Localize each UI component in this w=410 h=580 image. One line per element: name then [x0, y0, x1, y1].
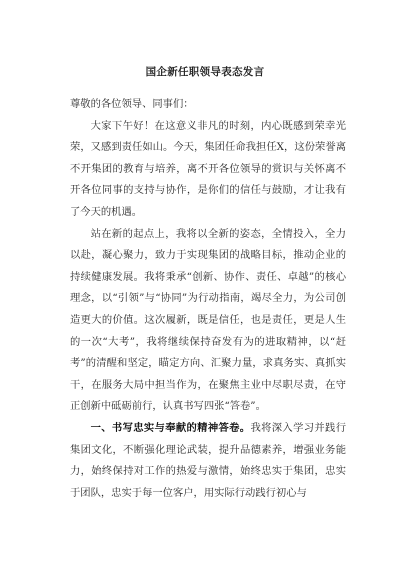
document-title: 国企新任职领导表态发言 — [145, 66, 265, 78]
document-body — [70, 94, 346, 504]
paragraph-section-1 — [70, 418, 346, 504]
paragraph-commitment: 站在新的起点上，我将以全新的姿态，全情投入，全力以赴，凝心聚力，致力于实现集团的战略目标，推动企业的持续健康发展。我将秉承“创新、协作、责任、卓越”的核心理念，以“引领”与“协同”为行动指南，竭尽全力，为公司创造更大的价值。这次履新，既是信任，也是责任，更是人生的一次“大考”，我将继续保持奋发有为的进取精神，以“赶考”的清醒和坚定，瞄定方向、汇聚力量，求真务实、真抓实干，在服务大局中担当作为，在聚焦主业中尽职尽责，在守正创新中砥砺前行，认真书写四张“答卷”。 — [70, 227, 346, 413]
section-1-text: 我将深入学习并践行集团文化，不断强化理论武装，提升品德素养，增强业务能力，始终保持对工作的热爱与激情，始终忠实于集团，忠实于团队，忠实于每一位客户，用实际行动践行初心与 — [70, 421, 347, 499]
salutation: 尊敬的各位领导、同事们： — [70, 98, 194, 110]
section-1-heading: 一、书写忠实与奉献的精神答卷。 — [90, 421, 251, 434]
paragraph-greeting: 大家下午好！在这意义非凡的时刻，内心既感到荣幸光荣，又感到责任如山。今天，集团任命我担任X，这份荣誉离不开集团的教育与培养，离不开各位领导的赏识与关怀离不开各位同事的支持与协作，是你们的信任与鼓励，才让我有了今天的机遇。 — [70, 119, 346, 218]
